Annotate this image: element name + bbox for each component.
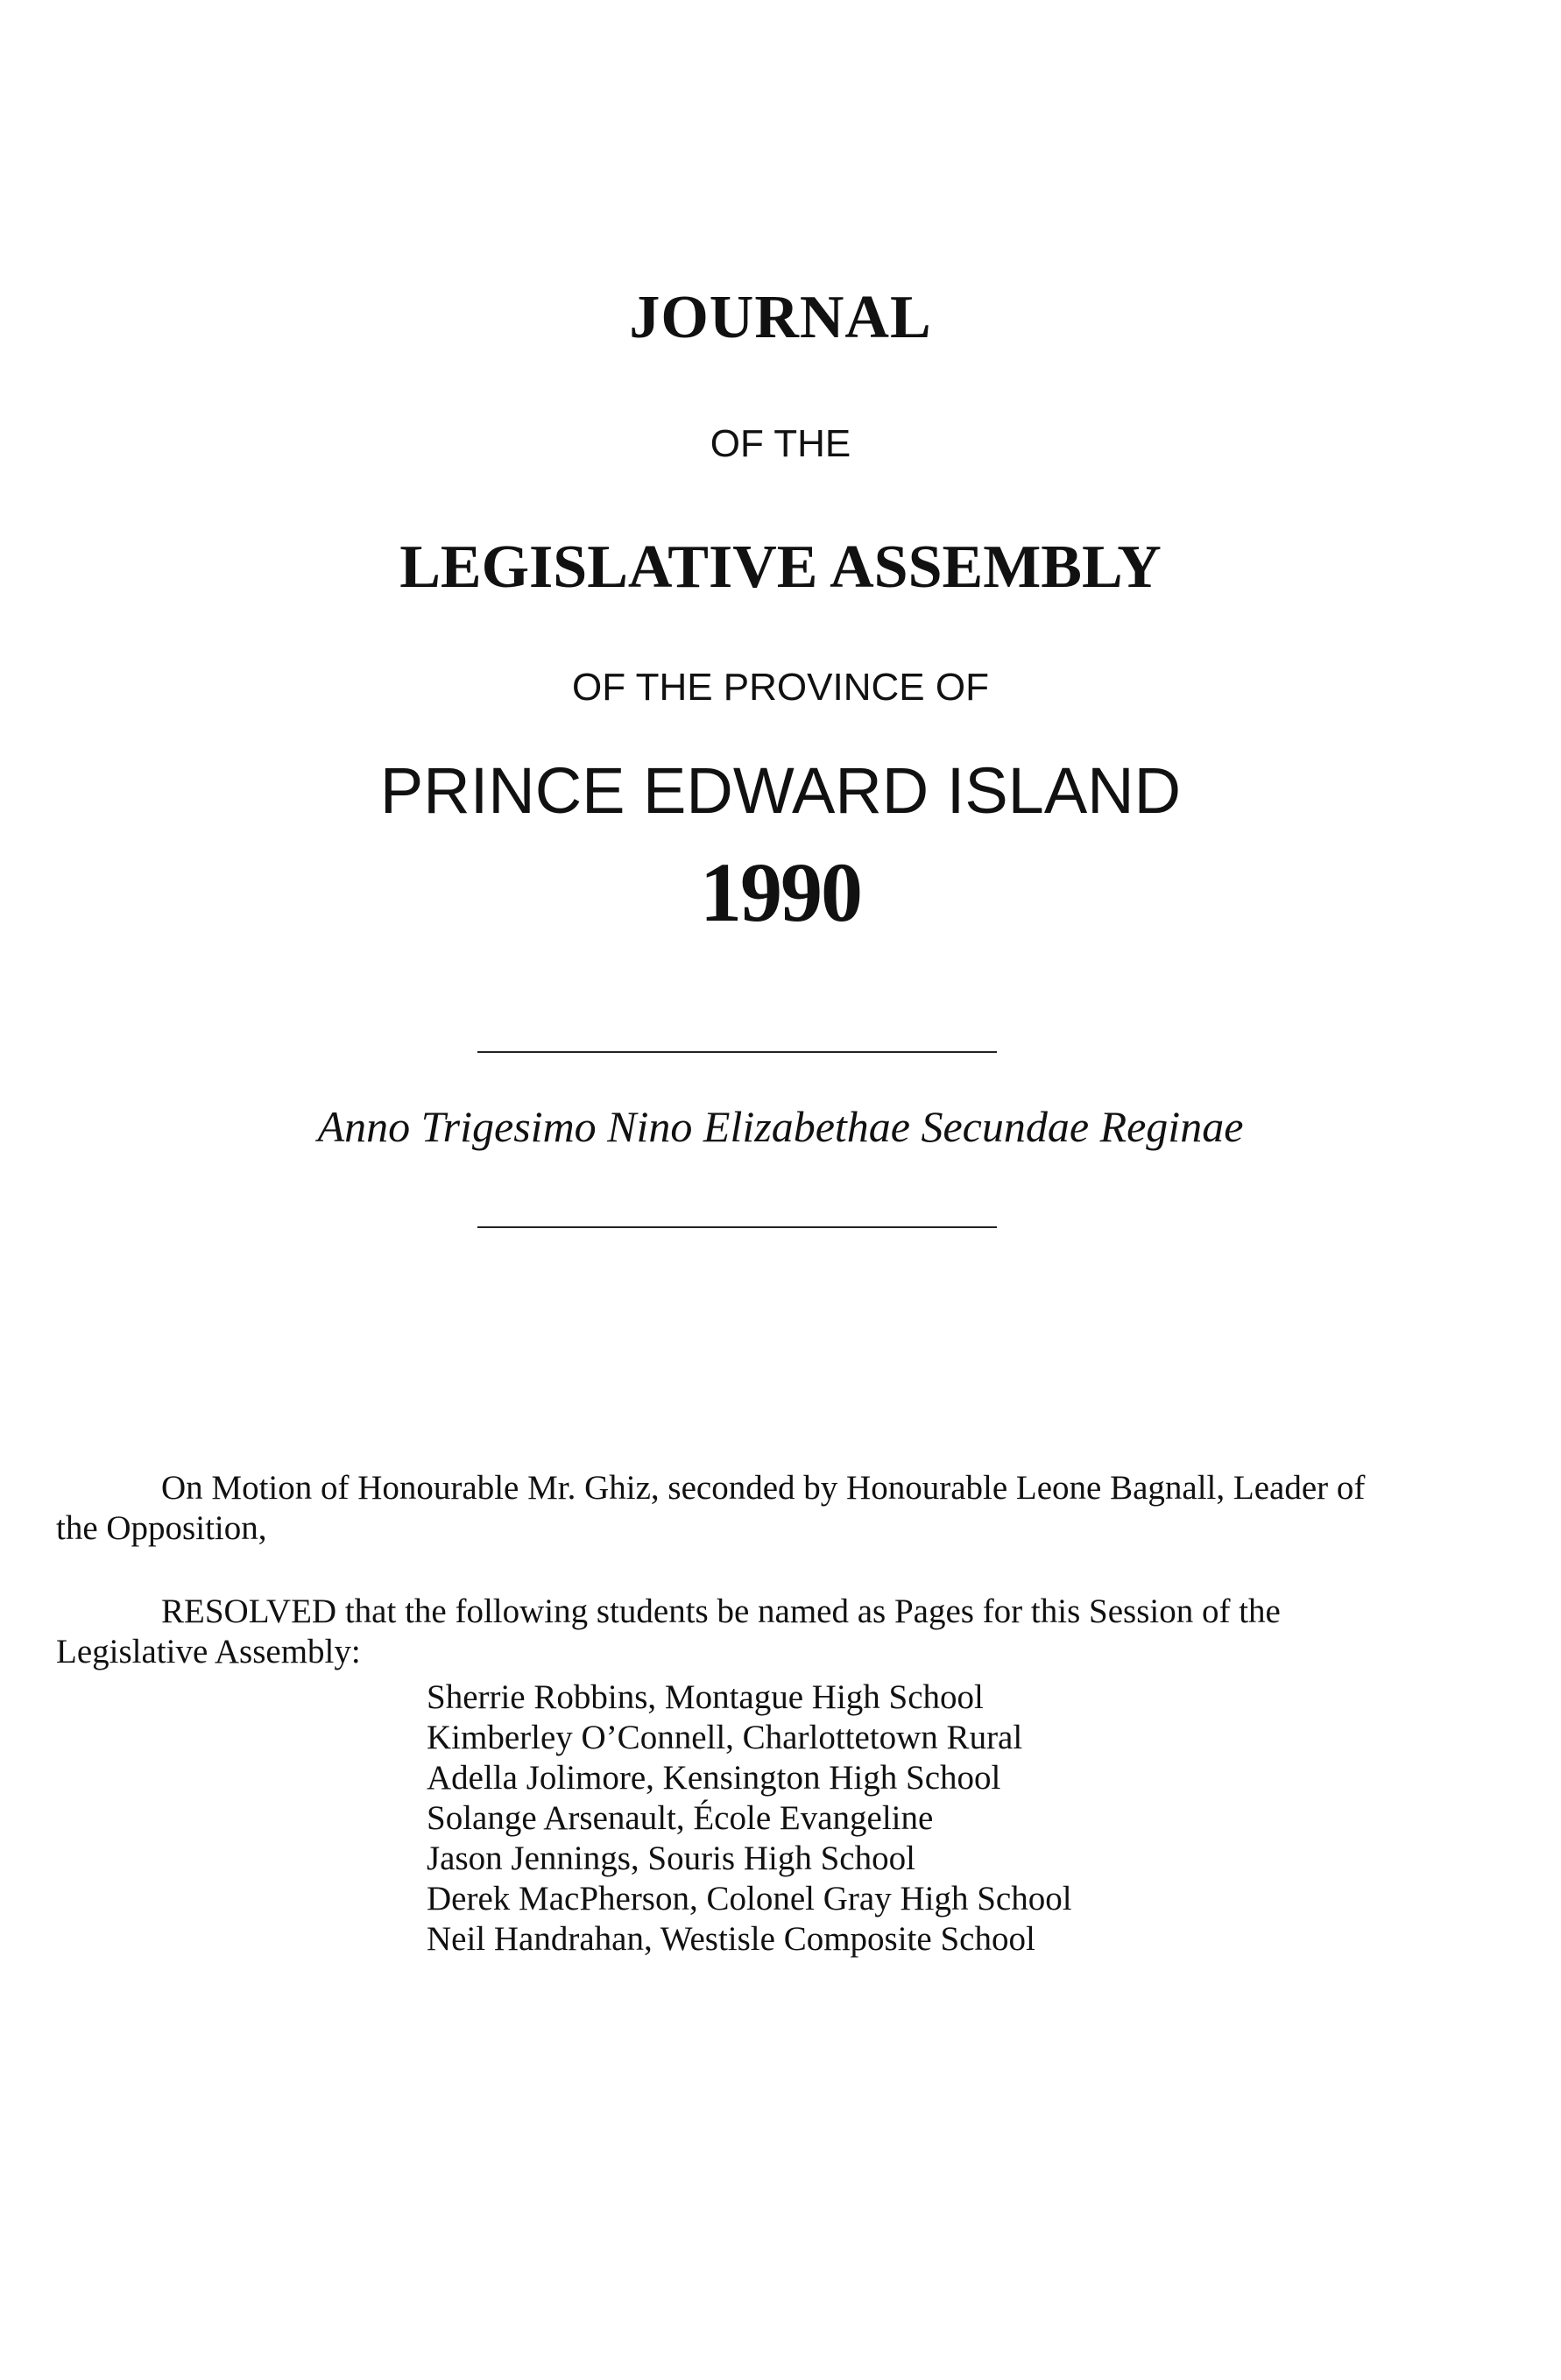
title-legislative-assembly: LEGISLATIVE ASSEMBLY: [399, 533, 1162, 601]
latin-regnal-line: Anno Trigesimo Nino Elizabethae Secundae Reginae: [317, 1102, 1244, 1151]
list-item: Neil Handrahan, Westisle Composite School: [427, 1920, 1035, 1958]
list-item: Adella Jolimore, Kensington High School: [427, 1759, 1001, 1797]
list-item: Kimberley O’Connell, Charlottetown Rural: [427, 1719, 1023, 1756]
list-item: Solange Arsenault, École Evangeline: [427, 1799, 934, 1837]
title-year: 1990: [700, 845, 861, 939]
pages-list: [427, 1677, 1072, 1960]
list-item: Jason Jennings, Souris High School: [427, 1840, 915, 1877]
title-of-the-province-of: OF THE PROVINCE OF: [572, 666, 989, 709]
list-item: Derek MacPherson, Colonel Gray High School: [427, 1880, 1072, 1917]
title-of-the: OF THE: [710, 422, 851, 465]
divider-bottom: [477, 1226, 997, 1228]
resolution-paragraph: RESOLVED that the following students be named as Pages for this Session of the Legislative Assembly:: [56, 1593, 1281, 1670]
title-journal: JOURNAL: [629, 284, 932, 351]
title-province: PRINCE EDWARD ISLAND: [379, 754, 1182, 827]
motion-paragraph: On Motion of Honourable Mr. Ghiz, seconded by Honourable Leone Bagnall, Leader of the Opposition,: [56, 1469, 1366, 1547]
divider-top: [477, 1051, 997, 1053]
list-item: Sherrie Robbins, Montague High School: [427, 1678, 984, 1716]
